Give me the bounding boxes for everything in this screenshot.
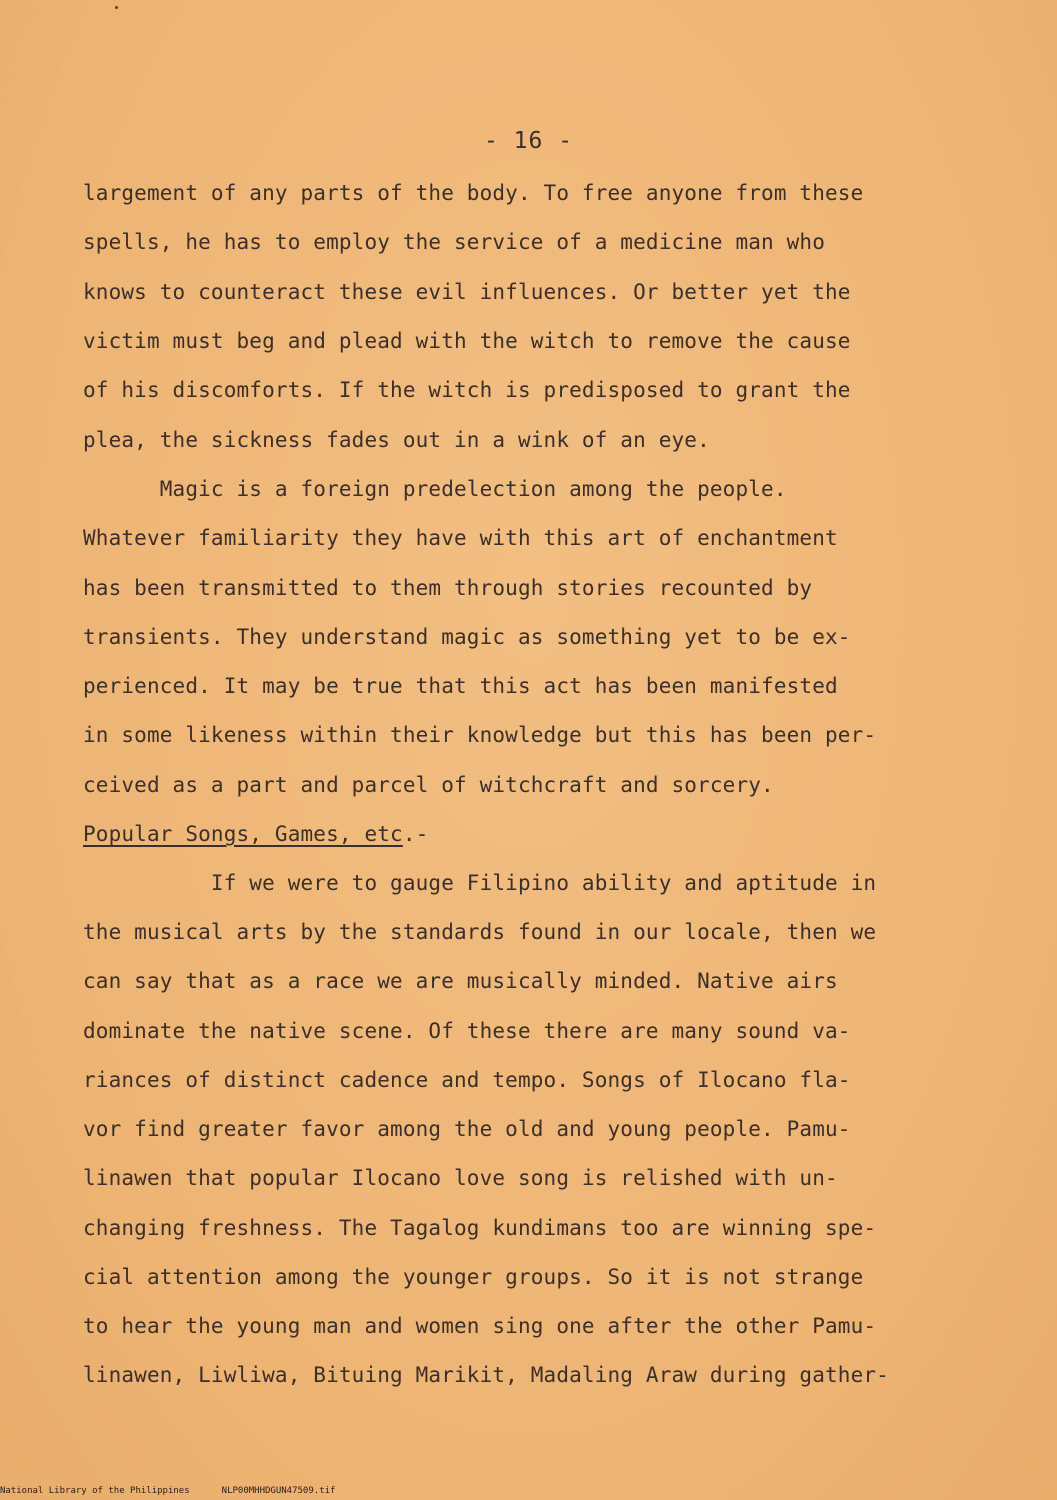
paragraph-3-line: can say that as a race we are musically minded. Native airs — [83, 969, 838, 993]
paragraph-3-line: If we were to gauge Filipino ability and aptitude in — [83, 871, 877, 895]
paragraph-1-line: plea, the sickness fades out in a wink of an eye. — [83, 428, 710, 452]
paragraph-1-line: spells, he has to employ the service of a medicine man who — [83, 230, 825, 254]
archive-footer — [0, 1486, 367, 1496]
paragraph-2-line: Magic is a foreign predelection among the people. — [83, 477, 787, 501]
paragraph-3-line: vor find greater favor among the old and young people. Pamu- — [83, 1117, 851, 1141]
paragraph-3-line: to hear the young man and women sing one after the other Pamu- — [83, 1314, 877, 1338]
paragraph-3-line: riances of distinct cadence and tempo. Songs of Ilocano fla- — [83, 1068, 851, 1092]
paragraph-3-line: changing freshness. The Tagalog kundimans too are winning spe- — [83, 1216, 877, 1240]
page-number: - 16 - — [483, 128, 574, 154]
paragraph-3-line: dominate the native scene. Of these there are many sound va- — [83, 1019, 851, 1043]
paragraph-2-line: in some likeness within their knowledge but this has been per- — [83, 723, 877, 747]
paragraph-2-line: has been transmitted to them through stories recounted by — [83, 576, 813, 600]
paragraph-2-line: ceived as a part and parcel of witchcraft and sorcery. — [83, 773, 774, 797]
paragraph-2-line: perienced. It may be true that this act has been manifested — [83, 674, 838, 698]
section-heading-suffix: .- — [402, 822, 429, 846]
paragraph-3-line: linawen, Liwliwa, Bituing Marikit, Madaling Araw during gather- — [83, 1363, 889, 1387]
footer-file: NLP00MHHDGUN47509.tif — [221, 1486, 336, 1496]
paragraph-3-line: cial attention among the younger groups. So it is not strange — [83, 1265, 864, 1289]
ink-speck — [115, 6, 118, 9]
paragraph-1-line: victim must beg and plead with the witch to remove the cause — [83, 329, 851, 353]
paragraph-3-line: linawen that popular Ilocano love song is relished with un- — [83, 1166, 838, 1190]
section-heading — [83, 821, 428, 847]
paragraph-3-line: the musical arts by the standards found in our locale, then we — [83, 920, 877, 944]
paragraph-1-line: knows to counteract these evil influences. Or better yet the — [83, 280, 851, 304]
paragraph-2-line: Whatever familiarity they have with this art of enchantment — [83, 526, 838, 550]
footer-library: National Library of the Philippines — [0, 1486, 190, 1496]
section-heading-text: Popular Songs, Games, etc — [83, 822, 403, 846]
paragraph-1-line: of his discomforts. If the witch is predisposed to grant the — [83, 378, 851, 402]
paragraph-1-line: largement of any parts of the body. To free anyone from these — [83, 181, 864, 205]
paragraph-2-line: transients. They understand magic as something yet to be ex- — [83, 625, 851, 649]
